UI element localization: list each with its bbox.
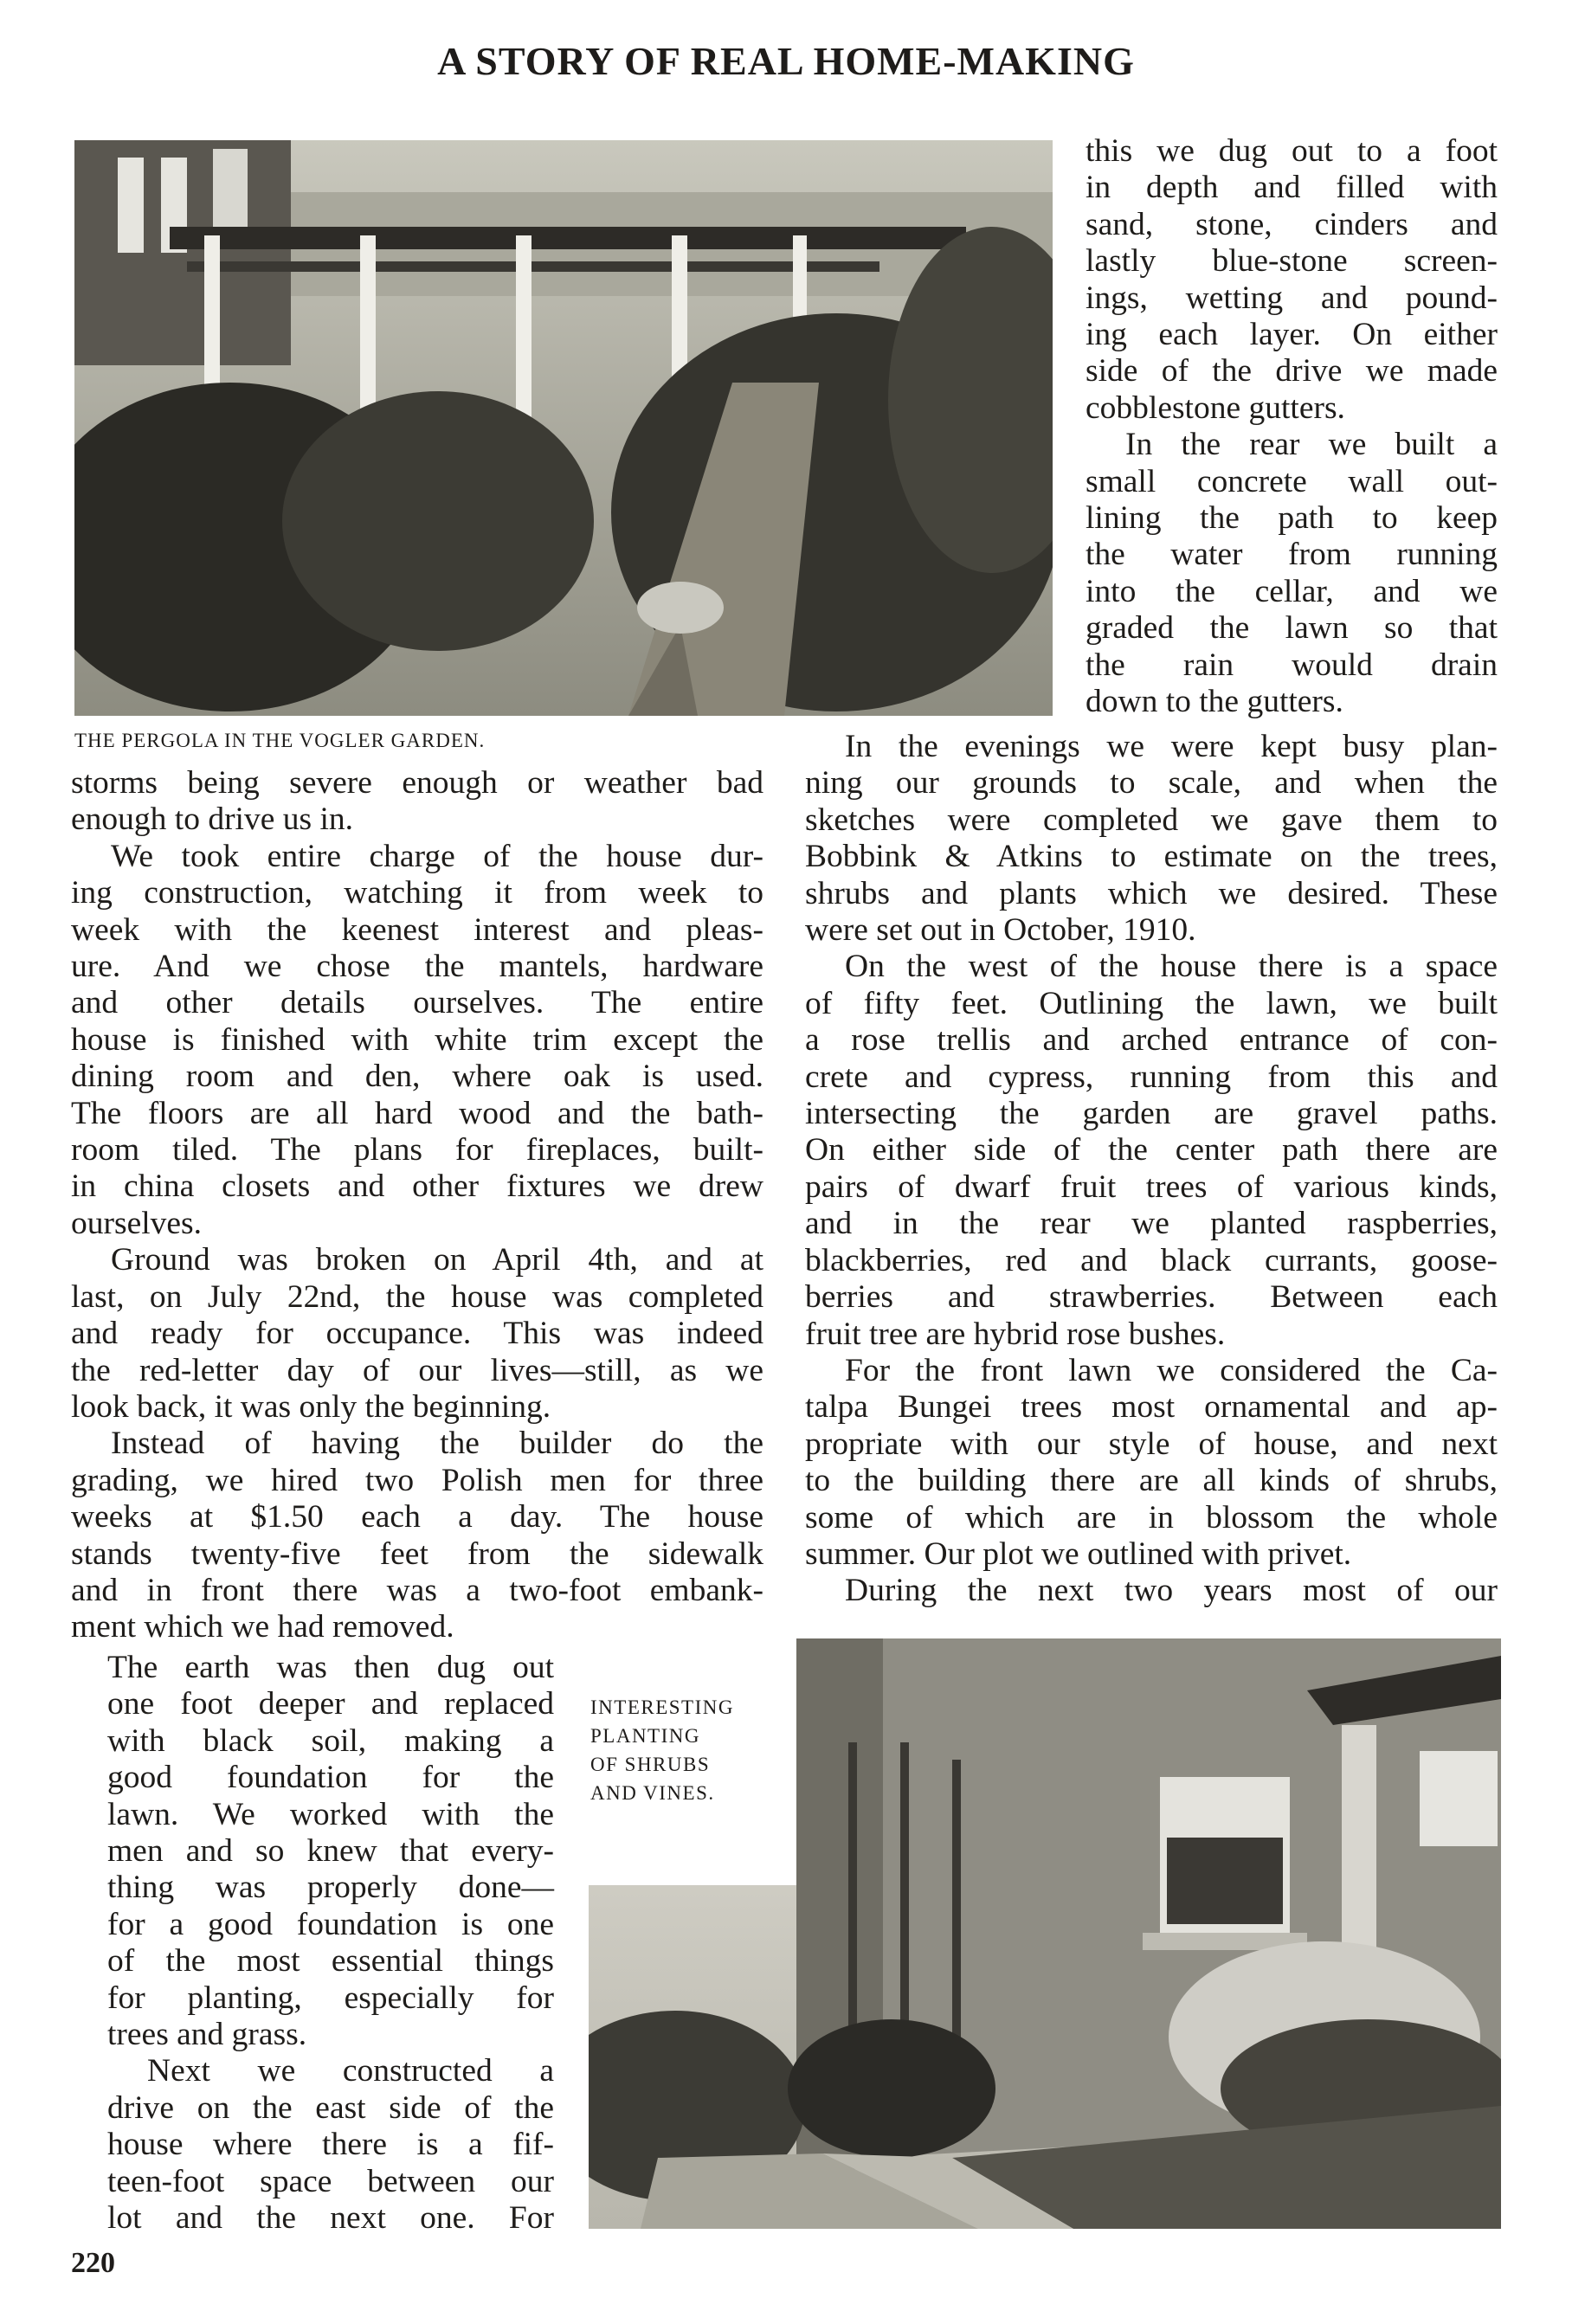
right-column-top xyxy=(1086,133,1498,721)
paragraph: this we dug out to a foot in depth and filled with sand, stone, cinders and lastly blue-stone screen- ings, wetting and pound- ing each layer. On either side of the drive we made cobblestone gutters. xyxy=(1086,133,1498,426)
paragraph: In the rear we built a small concrete wall out- lining the path to keep the water from running into the cellar, and we graded the lawn so that the rain would drain down to the gutters. xyxy=(1086,427,1498,720)
paragraph: For the front lawn we considered the Ca- talpa Bungei trees most ornamental and ap- propriate with our style of house, and next to the building there are all kinds of shrubs, some of which are in blossom the whole summer. Our plot we outlined with privet. xyxy=(805,1352,1498,1572)
paragraph: storms being severe enough or weather bad enough to drive us in. xyxy=(71,765,763,838)
page-number: 220 xyxy=(71,2247,115,2279)
paragraph: On the west of the house there is a space of fifty feet. Outlining the lawn, we built a rose trellis and arched entrance of con- crete and cypress, running from this and intersecting the garden are gravel paths. On either side of the center path there are pairs of dwarf fruit trees of various kinds, and in the rear we planted raspberries, blackberries, red and black currants, goose- berries and strawberries. Between each fruit tree are hybrid rose bushes. xyxy=(805,949,1498,1352)
planting-photo xyxy=(589,1638,1501,2229)
paragraph: Next we constructed a drive on the east side of the house where there is a fif- teen-foot space between our lot and the next one. For xyxy=(107,2053,554,2237)
paragraph: Instead of having the builder do the grading, we hired two Polish men for three weeks at $1.50 each a day. The house stands twenty-five feet from the sidewalk and in front there was a two-foot embank- ment which we had removed. xyxy=(71,1426,763,1645)
shrubs-vines-image xyxy=(589,1638,1501,2229)
paragraph: The earth was then dug out one foot deeper and replaced with black soil, making a good foundation for the lawn. We worked with the men and so knew that every- thing was properly done— for a good foundation is one of the most essential things for planting, especially for trees and grass. xyxy=(107,1650,554,2053)
left-column-bottom xyxy=(107,1650,554,2237)
paragraph: During the next two years most of our xyxy=(845,1573,1498,1609)
paragraph: We took entire charge of the house dur- ing construction, watching it from week to week with the keenest interest and pleas- ure. And we chose the mantels, hardware and other details ourselves. The entire house is finished with white trim except the dining room and den, where oak is used. The floors are all hard wood and the bath- room tiled. The plans for fireplaces, built- in china closets and other fixtures we drew ourselves. xyxy=(71,838,763,1241)
pergola-photo xyxy=(74,140,1053,716)
right-column xyxy=(805,729,1498,1610)
left-column xyxy=(71,765,763,1646)
planting-caption: INTERESTING PLANTING OF SHRUBS AND VINES. xyxy=(590,1696,734,1804)
paragraph: Ground was broken on April 4th, and at last, on July 22nd, the house was completed and ready for occupance. This was indeed the red-letter day of our lives—still, as we look back, it was only the beginning. xyxy=(71,1242,763,1425)
page-title: A STORY OF REAL HOME-MAKING xyxy=(437,39,1135,83)
paragraph: In the evenings we were kept busy plan- ning our grounds to scale, and when the sketches were completed we gave them to Bobbink & Atkins to estimate on the trees, shrubs and plants which we desired. These were set out in October, 1910. xyxy=(805,729,1498,949)
pergola-garden-image xyxy=(74,140,1053,716)
pergola-caption: THE PERGOLA IN THE VOGLER GARDEN. xyxy=(74,730,486,751)
